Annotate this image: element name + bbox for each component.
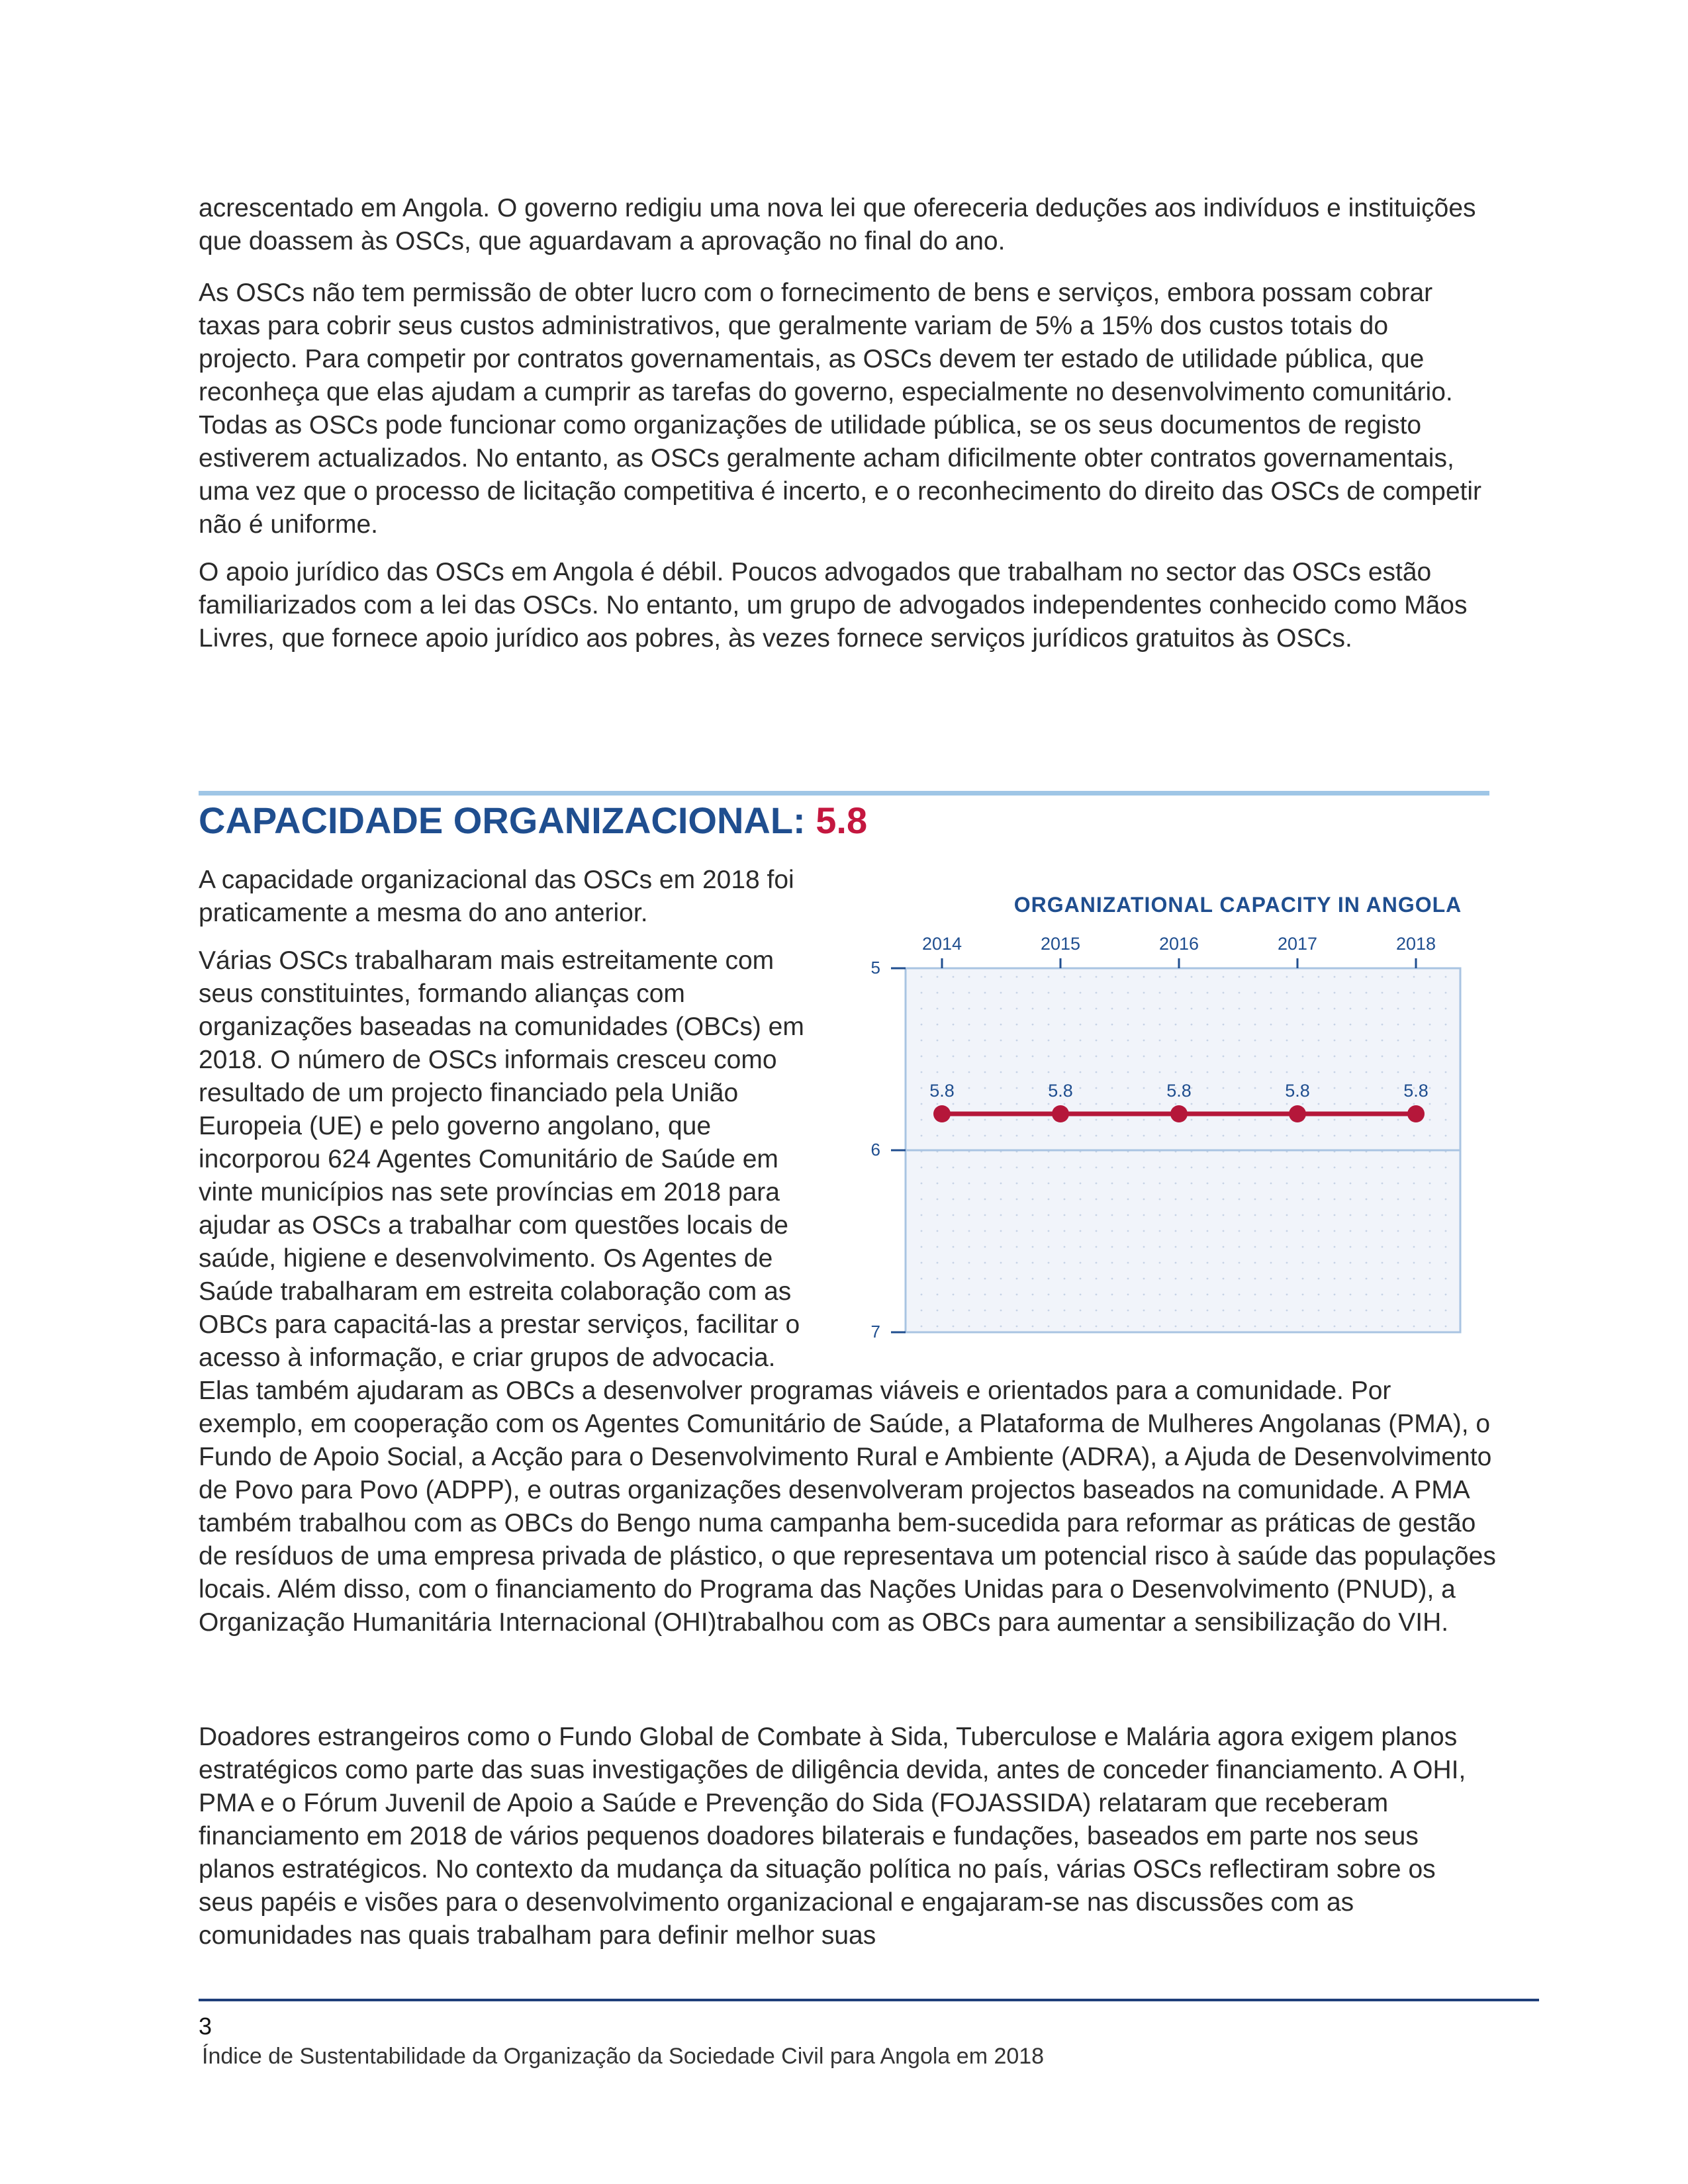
data-point xyxy=(1407,1105,1425,1122)
section-heading-label: CAPACIDADE ORGANIZACIONAL: xyxy=(199,799,806,841)
data-point xyxy=(1170,1105,1188,1122)
section-score: 5.8 xyxy=(816,799,868,841)
x-tick-label: 2014 xyxy=(921,934,962,954)
data-label: 5.8 xyxy=(1166,1081,1192,1101)
x-tick-label: 2015 xyxy=(1040,934,1081,954)
section-heading xyxy=(199,797,867,844)
paragraph-strategic-plans: Doadores estrangeiros como o Fundo Global de Combate à Sida, Tuberculose e Malária agora exigem planos estratégicos como parte das suas investigações de diligência devida, antes de conceder financiamento. A OHI, PMA e o Fórum Juvenil de Apoio a Saúde e Prevenção do Sida (FOJASSIDA) relataram que receberam financiamento em 2018 de vários pequenos doadores bilaterais e fundações, baseados em parte nos seus planos estratégicos. No contexto da mudança da situação política no país, várias OSCs reflectiram sobre os seus papéis e visões para o desenvolvimento organizacional e engajaram-se nas discussões com as comunidades nas quais trabalham para definir melhor suas xyxy=(199,1723,1466,1950)
page-number: 3 xyxy=(199,2013,212,2040)
data-label: 5.8 xyxy=(1048,1081,1073,1101)
organizational-capacity-chart xyxy=(841,880,1470,1357)
chart-title: ORGANIZATIONAL CAPACITY IN ANGOLA xyxy=(1013,893,1462,917)
paragraph-capacity-intro: A capacidade organizacional das OSCs em 2018 foi praticamente a mesma do ano anterior. xyxy=(199,866,794,927)
data-label: 5.8 xyxy=(1403,1081,1429,1101)
data-point xyxy=(1289,1105,1306,1122)
paragraph-legal-support: O apoio jurídico das OSCs em Angola é débil. Poucos advogados que trabalham no sector das OSCs estão familiarizados com a lei das OSCs. No entanto, um grupo de advogados independentes conhecido como Mãos Livres, que fornece apoio jurídico aos pobres, às vezes fornece serviços jurídicos gratuitos às OSCs. xyxy=(199,558,1468,653)
data-point xyxy=(1052,1105,1069,1122)
paragraph-profit-rules: As OSCs não tem permissão de obter lucro com o fornecimento de bens e serviços, embora possam cobrar taxas para cobrir seus custos administrativos, que geralmente variam de 5% a 15% dos custos totais do projecto. Para competir por contratos governamentais, as OSCs devem ter estado de utilidade pública, que reconheça que elas ajudam a cumprir as tarefas do governo, especialmente no desenvolvimento comunitário. Todas as OSCs pode funcionar como organizações de utilidade pública, se os seus documentos de registo estiverem actualizados. No entanto, as OSCs geralmente acham dificilmente obter contratos governamentais, uma vez que o processo de licitação competitiva é incerto, e o reconhecimento do direito das OSCs de competir não é uniforme. xyxy=(199,279,1482,539)
footer-divider xyxy=(199,1999,1539,2001)
y-tick-label: 6 xyxy=(870,1140,880,1160)
x-tick-label: 2018 xyxy=(1395,934,1436,954)
data-label: 5.8 xyxy=(929,1081,955,1101)
footer-text: Índice de Sustentabilidade da Organização da Sociedade Civil para Angola em 2018 xyxy=(202,2044,1045,2069)
x-tick-label: 2016 xyxy=(1158,934,1199,954)
paragraph-capacity-cbos-text: Várias OSCs trabalharam mais estreitamente com seus constituintes, formando alianças com organizações baseadas na comunidades (OBCs) em 2018. O número de OSCs informais cresceu como resultado de um projecto financiado pela União Europeia (UE) e pelo governo angolano, que incorporou 624 Agentes Comunitário de Saúde em vinte municípios nas sete províncias em 2018 para ajudar as OSCs a trabalhar com questões locais de saúde, higiene e desenvolvimento. Os Agentes de Saúde trabalharam em estreita colaboração com as OBCs para capacitá-las a prestar serviços, facilitar o acesso à informação, e criar grupos de advocacia. Elas também ajudaram as OBCs a desenvolver programas viáveis e orientados para a comunidade. Por exemplo, em cooperação com os Agentes Comunitário de Saúde, a Plataforma de Mulheres Angolanas (PMA), o Fundo de Apoio Social, a Acção para o Desenvolvimento Rural e Ambiente (ADRA), a Ajuda de Desenvolvimento de Povo para Povo (ADPP), e outras organizações desenvolveram projectos baseados na comunidade. A PMA também trabalhou com as OBCs do Bengo numa campanha bem-sucedida para reformar as práticas de gestão de resíduos de uma empresa privada de plástico, o que representava um potencial risco à saúde das populações locais. Além disso, com o financiamento do Programa das Nações Unidas para o Desenvolvimento (PNUD), a Organização Humanitária Internacional (OHI)trabalhou com as OBCs para aumentar a sensibilização do VIH. xyxy=(199,946,1496,1637)
y-tick-label: 5 xyxy=(870,958,880,978)
y-tick-label: 7 xyxy=(870,1322,880,1342)
data-point xyxy=(933,1105,951,1122)
data-label: 5.8 xyxy=(1285,1081,1310,1101)
paragraph-legal-deductions: acrescentado em Angola. O governo redigiu uma nova lei que ofereceria deduções aos indivíduos e instituições que doassem às OSCs, que aguardavam a aprovação no final do ano. xyxy=(199,194,1476,255)
x-tick-label: 2017 xyxy=(1277,934,1318,954)
section-divider xyxy=(199,791,1489,796)
